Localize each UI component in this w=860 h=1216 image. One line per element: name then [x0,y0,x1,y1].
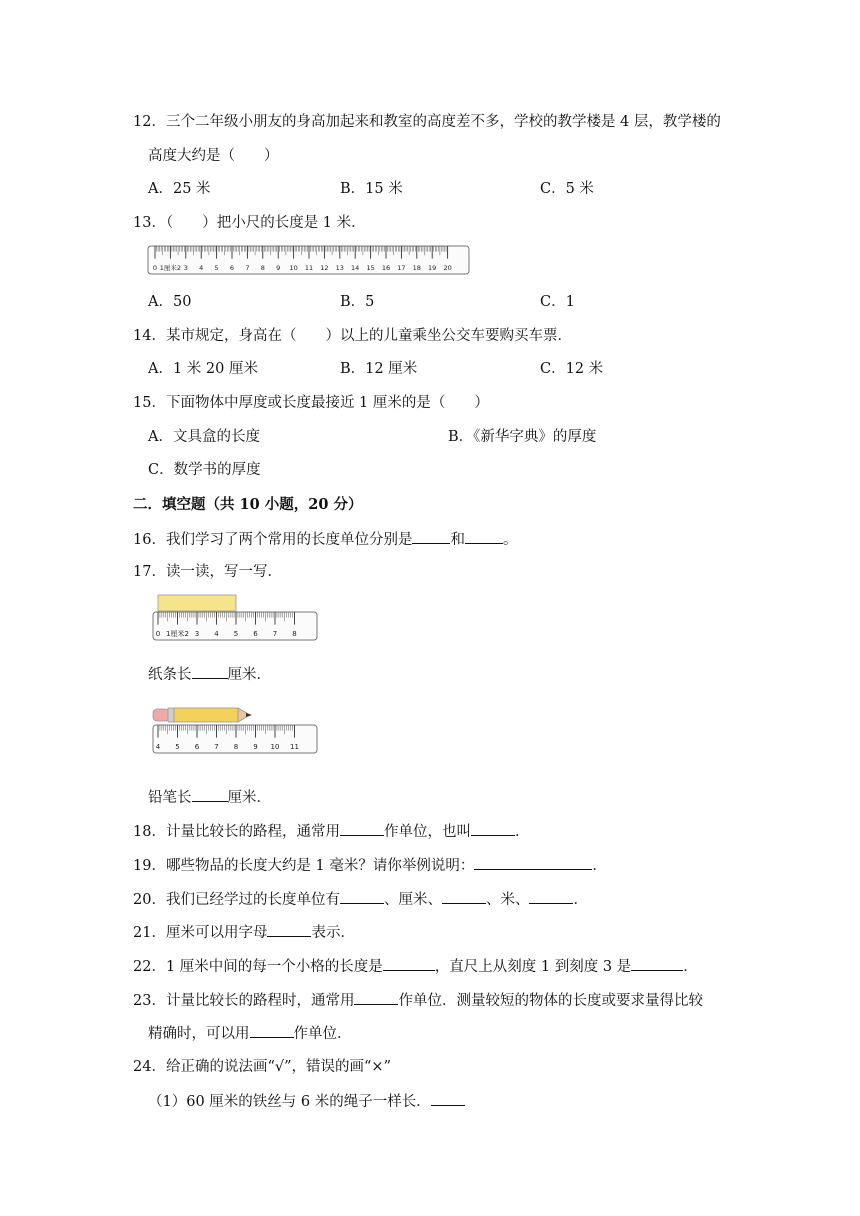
q24-text: 24．给正确的说法画“√”，错误的画“×” [133,1059,391,1075]
q17-pencil-line [148,787,271,808]
paper-strip [158,595,236,611]
ruler-tick-label: 10 [289,264,298,272]
ruler-tick-label: 16 [381,264,391,272]
q16-line [133,529,517,550]
q15-text: 15．下面物体中厚度或长度最接近 1 厘米的是（ ） [133,395,489,411]
q18-line [133,821,529,842]
q14-option-b: B．12 厘米 [340,361,418,377]
q20-text-pre: 20．我们已经学过的长度单位有 [133,892,340,908]
pencil-ferrule [168,708,174,722]
q23-text-pre: 23．计量比较长的路程时，通常用 [133,993,355,1009]
ruler-tick-label: 9 [253,743,258,751]
ruler-tick-label: 1厘米2 [166,630,189,638]
q16-text-post: 。 [502,532,518,548]
q12-option-c: C．5 米 [540,181,594,197]
ruler-tick-label: 8 [292,630,297,638]
ruler-tick-label: 11 [304,264,314,272]
q13-option-b: B．5 [340,294,375,310]
ruler-tick-label: 17 [397,264,406,272]
ruler-tick-label: 5 [214,264,219,272]
ruler-tick-label: 20 [443,264,452,272]
q15-option-a: A．文具盒的长度 [148,429,260,445]
q20-text-post: ． [573,892,588,908]
ruler-tick-label: 4 [155,743,161,751]
q22-text-pre: 22．1 厘米中间的每一个小格的长度是 [133,959,383,975]
q23-line2 [148,1023,352,1044]
q18-text-post: ． [514,824,530,840]
ruler-tick-label: 4 [199,264,204,272]
ruler-tick-label: 19 [428,264,437,272]
pencil-body [174,708,238,722]
q23-text-l2post: 作单位． [293,1026,352,1042]
q23-blank-1[interactable] [354,990,398,1005]
q20-text-m2: 、米、 [485,892,530,908]
q20-line [133,889,588,910]
q18-blank-2[interactable] [471,821,515,836]
q20-blank-1[interactable] [340,889,384,904]
q16-text-mid: 和 [450,532,465,548]
q19-text-post: ． [592,858,607,874]
q15-option-b: B．《新华字典》的厚度 [448,429,597,445]
ruler-tick-label: 9 [276,264,281,272]
q19-text-pre: 19．哪些物品的长度大约是 1 毫米？请你举例说明： [133,858,475,874]
q17-pencil-post: 厘米． [227,790,271,806]
ruler-tick-label: 8 [260,264,265,272]
q17-pencil-pre: 铅笔长 [148,790,192,806]
q24-sub1-line [148,1091,465,1112]
ruler-tick-label: 5 [233,630,239,638]
ruler-tick-label: 0 [155,630,161,638]
q14-text: 14．某市规定，身高在（ ）以上的儿童乘坐公交车要购买车票． [133,328,572,344]
ruler-tick-label: 0 [152,264,158,272]
ruler-tick-label: 7 [214,743,219,751]
ruler-tick-label: 13 [335,264,344,272]
q13-option-a: A．50 [148,294,192,310]
q20-blank-2[interactable] [442,889,486,904]
q14-option-a: A．1 米 20 厘米 [148,361,258,377]
q14-option-c: C．12 米 [540,361,604,377]
ruler-tick-label: 1厘米2 [159,264,182,272]
q21-blank[interactable] [267,922,311,937]
pencil-lead [246,713,252,717]
q21-line [133,922,355,943]
q17-paper-blank[interactable] [192,664,228,679]
q23-text-mid: 作单位．测量较短的物体的长度或要求量得比较 [398,993,703,1009]
q24-sub1-blank[interactable] [431,1091,465,1106]
q22-text-post: ． [683,959,698,975]
q12-line2: 高度大约是（ ） [148,148,279,164]
ruler-tick-label: 4 [214,630,219,638]
q17-paper-post: 厘米． [227,667,271,683]
q23-text-l2pre: 精确时，可以用 [148,1026,250,1042]
ruler-tick-label: 5 [175,743,180,751]
q12-option-b: B．15 米 [340,181,403,197]
q18-blank-1[interactable] [340,821,384,836]
q22-blank-1[interactable] [383,956,435,971]
section-title-fill-blank: 二．填空题（共 10 小题，20 分） [133,496,363,513]
q22-blank-2[interactable] [631,956,683,971]
q15-option-c: C．数学书的厚度 [148,462,261,478]
pencil-eraser [153,709,169,721]
q18-text-pre: 18．计量比较长的路程，通常用 [133,824,340,840]
ruler-tick-label: 14 [351,264,360,272]
ruler-20cm-figure [147,243,471,277]
q17-text: 17．读一读，写一写． [133,564,282,580]
q18-text-mid: 作单位，也叫 [383,824,471,840]
q23-blank-2[interactable] [250,1023,294,1038]
q22-text-mid: ，直尺上从刻度 1 到刻度 3 是 [434,959,632,975]
ruler-tick-label: 7 [245,264,250,272]
ruler-tick-label: 6 [253,630,258,638]
q13-text: 13．（ ）把小尺的长度是 1 米． [133,215,366,231]
q19-line [133,855,607,876]
ruler-tick-label: 6 [194,743,200,751]
ruler-tick-label: 15 [366,264,375,272]
q23-line1 [133,990,703,1011]
ruler-tick-label: 12 [320,264,329,272]
paper-strip-ruler-figure [150,593,320,643]
q19-blank[interactable] [474,855,592,870]
q16-blank-2[interactable] [465,529,503,544]
ruler-tick-label: 10 [270,743,280,751]
q20-blank-3[interactable] [529,889,573,904]
ruler-tick-label: 6 [229,264,235,272]
pencil-ruler-figure [150,703,320,758]
q17-pencil-blank[interactable] [192,787,228,802]
q21-text-post: 表示． [311,925,355,941]
ruler-tick-label: 3 [183,264,188,272]
q16-blank-1[interactable] [412,529,450,544]
q13-option-c: C．1 [540,294,575,310]
q12-option-a: A．25 米 [148,181,211,197]
ruler-tick-label: 18 [412,264,421,272]
q21-text-pre: 21．厘米可以用字母 [133,925,268,941]
ruler-tick-label: 3 [194,630,200,638]
ruler-tick-label: 8 [233,743,239,751]
ruler-tick-label: 7 [272,630,278,638]
q16-text-pre: 16．我们学习了两个常用的长度单位分别是 [133,532,413,548]
ruler-tick-label: 11 [290,743,299,751]
q17-paper-line [148,664,271,685]
q20-text-m1: 、厘米、 [383,892,442,908]
q12-line1: 12．三个二年级小朋友的身高加起来和教室的高度差不多，学校的教学楼是 4 层，教学楼的 [133,114,721,130]
q24-sub1-text: （1）60 厘米的铁丝与 6 米的绳子一样长． [148,1094,431,1110]
q22-line [133,956,698,977]
q17-paper-pre: 纸条长 [148,667,192,683]
